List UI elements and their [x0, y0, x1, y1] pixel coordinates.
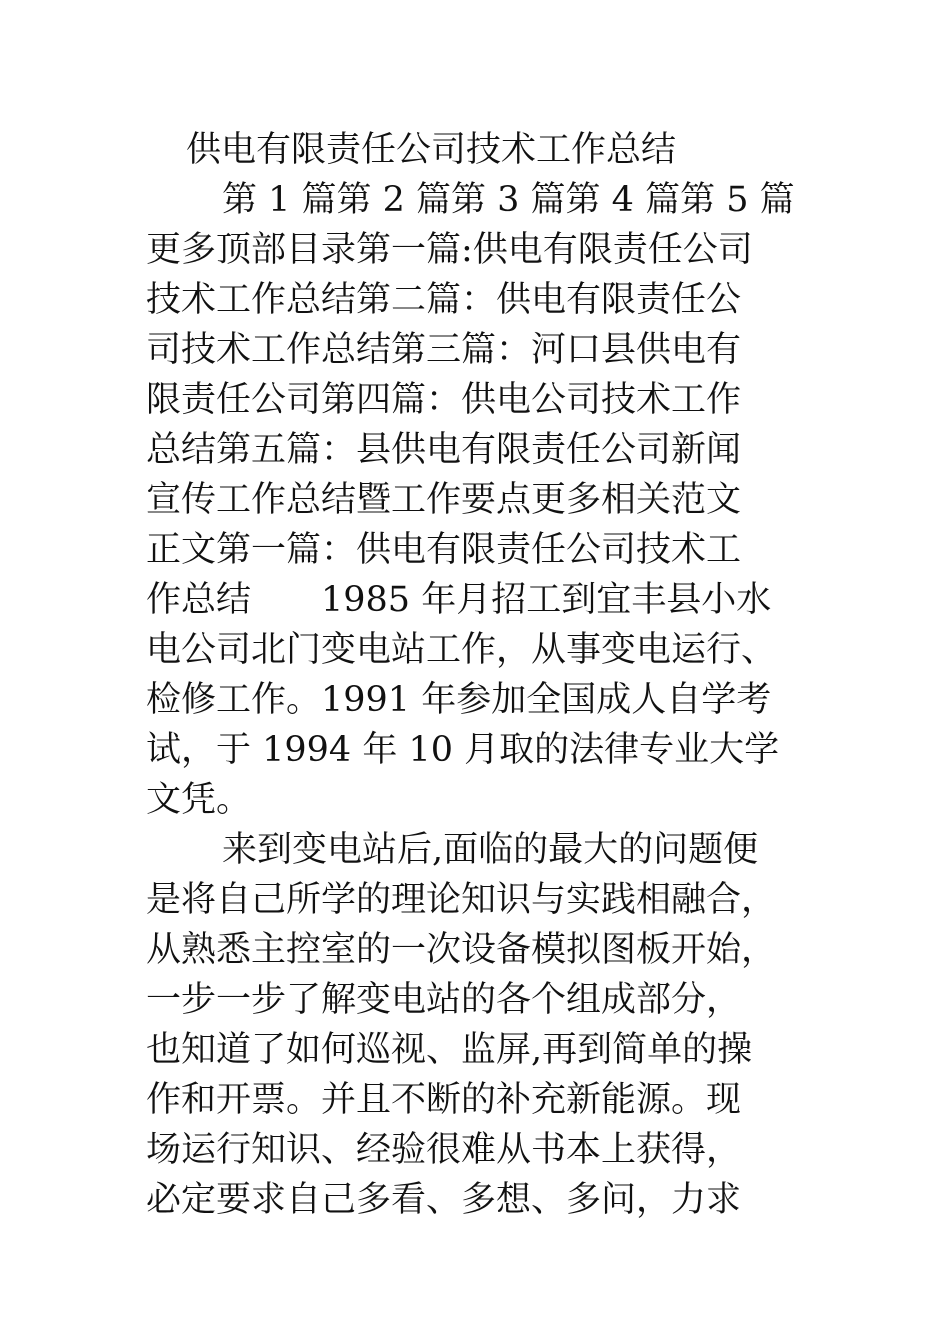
- article-links-line: 第 1 篇第 2 篇第 3 篇第 4 篇第 5 篇: [222, 180, 795, 220]
- paragraph-start-line: 来到变电站后,面临的最大的问题便: [222, 830, 759, 870]
- document-title: 供电有限责任公司技术工作总结: [186, 130, 677, 170]
- text-line: 试，于 1994 年 10 月取的法律专业大学: [146, 730, 780, 770]
- text-line: 必定要求自己多看、多想、多问，力求: [146, 1180, 742, 1220]
- text-line: 电公司北门变电站工作，从事变电运行、: [146, 630, 777, 670]
- text-line: 总结第五篇：县供电有限责任公司新闻: [146, 430, 742, 470]
- text-line: 检修工作。1991 年参加全国成人自学考: [146, 680, 772, 720]
- text-line: 场运行知识、经验很难从书本上获得，: [146, 1130, 742, 1170]
- text-line: 从熟悉主控室的一次设备模拟图板开始，: [146, 930, 777, 970]
- text-line: 一步一步了解变电站的各个组成部分，: [146, 980, 742, 1020]
- text-line: 文凭。: [146, 780, 252, 820]
- text-line: 宣传工作总结暨工作要点更多相关范文: [146, 480, 742, 520]
- text-line: 作总结 1985 年月招工到宜丰县小水: [146, 580, 772, 620]
- text-line: 技术工作总结第二篇：供电有限责任公: [146, 280, 742, 320]
- text-line: 作和开票。并且不断的补充新能源。现: [146, 1080, 742, 1120]
- text-line: 更多顶部目录第一篇:供电有限责任公司: [146, 230, 753, 270]
- text-line: 是将自己所学的理论知识与实践相融合，: [146, 880, 777, 920]
- text-line: 也知道了如何巡视、监屏,再到简单的操: [146, 1030, 753, 1070]
- text-line: 司技术工作总结第三篇：河口县供电有: [146, 330, 742, 370]
- text-line: 限责任公司第四篇：供电公司技术工作: [146, 380, 742, 420]
- text-line: 正文第一篇：供电有限责任公司技术工: [146, 530, 742, 570]
